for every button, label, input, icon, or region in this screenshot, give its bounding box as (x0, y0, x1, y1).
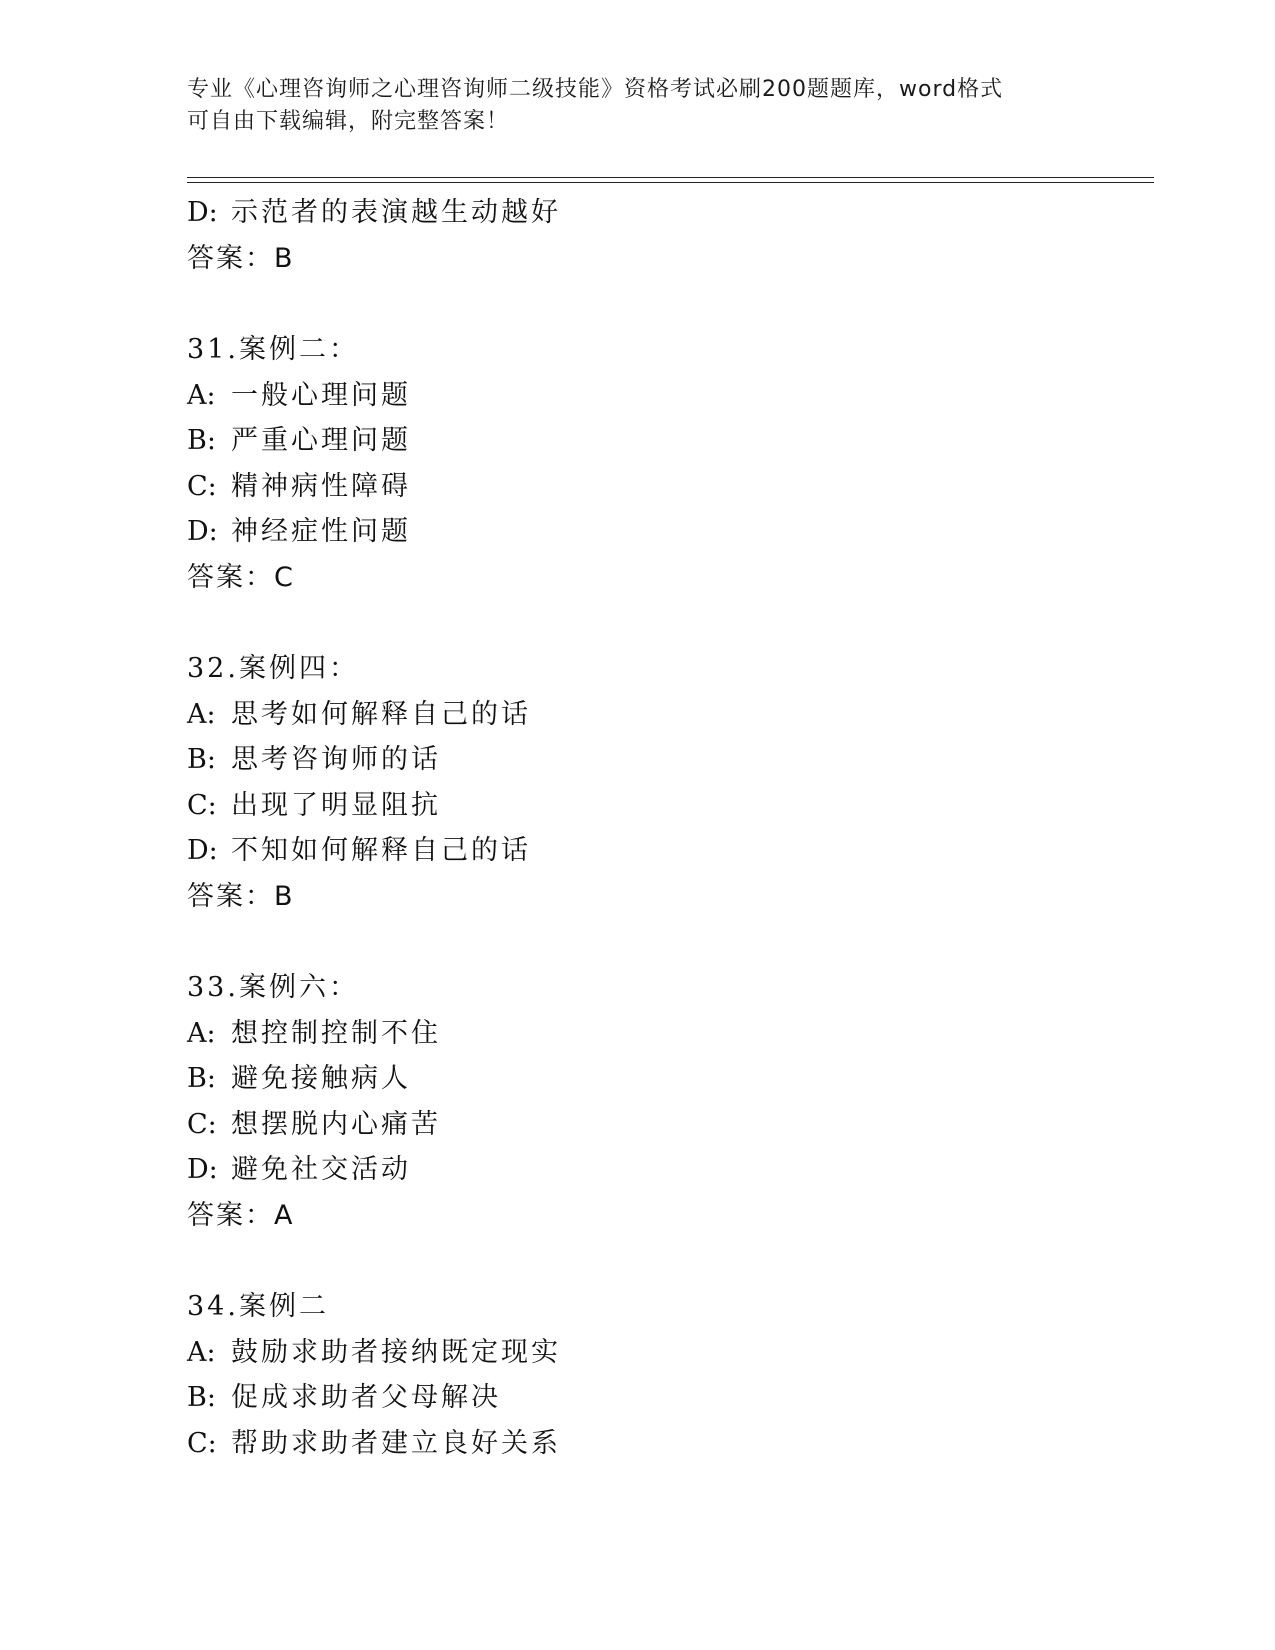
option-text: 精神病性障碍 (231, 470, 411, 502)
option-text: 帮助求助者建立良好关系 (231, 1427, 561, 1459)
option-text: 促成求助者父母解决 (231, 1382, 501, 1413)
answer-option (187, 464, 1147, 510)
option-text: 严重心理问题 (231, 425, 411, 456)
option-text: 想控制控制不住 (231, 1017, 441, 1049)
block-spacer (187, 600, 1147, 646)
question-block (187, 965, 1147, 1238)
option-text: 示范者的表演越生动越好 (231, 197, 561, 228)
option-letter: B: (187, 425, 216, 456)
option-letter: C: (187, 1427, 217, 1459)
answer-option (187, 1147, 1147, 1193)
option-text: 避免接触病人 (231, 1063, 411, 1094)
option-letter: D: (187, 516, 218, 547)
header-title-line-2: 可自由下载编辑，附完整答案！ (187, 109, 510, 134)
option-letter: A: (187, 1017, 216, 1049)
header-divider-top (187, 177, 1154, 178)
block-spacer (187, 281, 1147, 327)
answer-option (187, 828, 1147, 874)
option-text: 鼓励求助者接纳既定现实 (231, 1336, 561, 1368)
question-block (187, 190, 1147, 281)
option-letter: A: (187, 379, 216, 411)
option-text: 思考如何解释自己的话 (231, 698, 531, 730)
answer-key: 答案：B (187, 242, 295, 274)
option-letter: D: (187, 1154, 218, 1185)
answer-key: 答案：C (187, 561, 295, 593)
document-header (187, 74, 1087, 138)
answer-option (187, 1011, 1147, 1057)
option-letter: A: (187, 1336, 216, 1368)
option-text: 不知如何解释自己的话 (231, 835, 531, 866)
option-text: 想摆脱内心痛苦 (231, 1108, 441, 1140)
answer-option (187, 737, 1147, 783)
option-letter: C: (187, 789, 217, 821)
answer-key: 答案：A (187, 1199, 295, 1231)
question-block (187, 327, 1147, 600)
option-letter: B: (187, 1382, 216, 1413)
question-block (187, 646, 1147, 919)
header-title-line-1: 专业《心理咨询师之心理咨询师二级技能》资格考试必刷200题题库，word格式 (187, 77, 1004, 102)
answer-key: 答案：B (187, 880, 295, 912)
question-stem: 33.案例六： (187, 972, 359, 1003)
answer-option (187, 1102, 1147, 1148)
answer-option (187, 373, 1147, 419)
answer-option (187, 1330, 1147, 1376)
answer-option (187, 692, 1147, 738)
question-stem: 34.案例二 (187, 1291, 329, 1322)
answer-option (187, 190, 1147, 236)
answer-option (187, 1375, 1147, 1421)
option-letter: D: (187, 835, 218, 866)
option-letter: B: (187, 744, 216, 775)
question-stem: 31.案例二： (187, 334, 359, 365)
question-list (187, 190, 1147, 1466)
answer-option (187, 418, 1147, 464)
question-stem: 32.案例四： (187, 653, 359, 684)
answer-option (187, 509, 1147, 555)
option-text: 出现了明显阻抗 (231, 789, 441, 821)
block-spacer (187, 1238, 1147, 1284)
option-text: 一般心理问题 (231, 379, 411, 411)
option-letter: D: (187, 197, 218, 228)
answer-option (187, 783, 1147, 829)
option-text: 神经症性问题 (231, 516, 411, 547)
answer-option (187, 1421, 1147, 1467)
option-letter: C: (187, 1108, 217, 1140)
answer-option (187, 1056, 1147, 1102)
option-letter: B: (187, 1063, 216, 1094)
option-text: 思考咨询师的话 (231, 744, 441, 775)
header-divider-bottom (187, 182, 1154, 183)
option-text: 避免社交活动 (231, 1154, 411, 1185)
option-letter: C: (187, 470, 217, 502)
option-letter: A: (187, 698, 216, 730)
block-spacer (187, 919, 1147, 965)
question-block (187, 1284, 1147, 1466)
